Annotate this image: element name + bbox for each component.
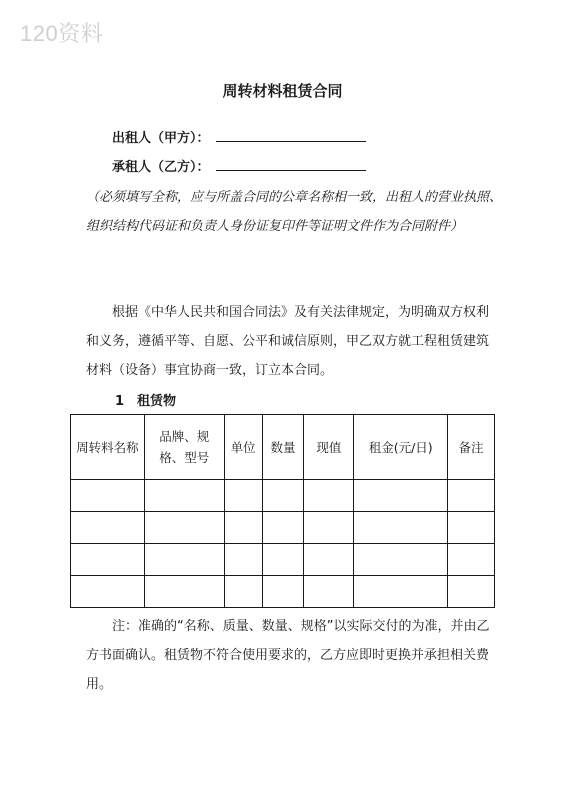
table-cell[interactable] xyxy=(71,544,145,576)
lessee-field xyxy=(112,156,366,175)
lessor-label: 出租人（甲方）： xyxy=(112,131,210,146)
table-header-row xyxy=(71,415,495,480)
table-cell[interactable] xyxy=(144,544,224,576)
lessor-field xyxy=(112,127,366,146)
table-cell[interactable] xyxy=(144,512,224,544)
watermark-logo: 120资料 xyxy=(20,21,104,46)
table-cell[interactable] xyxy=(354,512,448,544)
table-cell[interactable] xyxy=(71,576,145,608)
table-cell[interactable] xyxy=(304,480,354,512)
table-cell[interactable] xyxy=(224,480,262,512)
header-material-name: 周转料名称 xyxy=(71,415,145,480)
fullname-note: （必须填写全称，应与所盖合同的公章名称相一致，出租人的营业执照、组织结构代码证和负责人身份证复印件等证明文件作为合同附件） xyxy=(86,190,503,234)
intro-paragraph: 根据《中华人民共和国合同法》及有关法律规定，为明确双方权利和义务，遵循平等、自愿、公平和诚信原则，甲乙双方就工程租赁建筑材料（设备）事宜协商一致，订立本合同。 xyxy=(86,305,490,378)
table-cell[interactable] xyxy=(304,544,354,576)
lessor-blank-line xyxy=(216,127,366,142)
table-row xyxy=(71,544,495,576)
table-cell[interactable] xyxy=(354,544,448,576)
table-row xyxy=(71,512,495,544)
table-cell[interactable] xyxy=(262,512,304,544)
header-unit: 单位 xyxy=(224,415,262,480)
header-current-value: 现值 xyxy=(304,415,354,480)
table-cell[interactable] xyxy=(224,512,262,544)
table-cell[interactable] xyxy=(262,576,304,608)
section-heading-lease-items: 1 租赁物 xyxy=(115,394,177,409)
lease-items-table xyxy=(70,414,495,608)
header-remarks: 备注 xyxy=(448,415,495,480)
table-cell[interactable] xyxy=(448,544,495,576)
table-row xyxy=(71,576,495,608)
table-cell[interactable] xyxy=(448,576,495,608)
table-cell[interactable] xyxy=(448,480,495,512)
table-cell[interactable] xyxy=(224,544,262,576)
table-cell[interactable] xyxy=(448,512,495,544)
table-cell[interactable] xyxy=(71,512,145,544)
table-cell[interactable] xyxy=(304,512,354,544)
table-cell[interactable] xyxy=(71,480,145,512)
header-brand-spec-model: 品牌、规格、型号 xyxy=(144,415,224,480)
table-cell[interactable] xyxy=(354,576,448,608)
table-cell[interactable] xyxy=(144,576,224,608)
table-row xyxy=(71,480,495,512)
table-cell[interactable] xyxy=(354,480,448,512)
lessee-blank-line xyxy=(216,156,366,171)
table-cell[interactable] xyxy=(262,544,304,576)
lessee-label: 承租人（乙方）： xyxy=(112,160,210,175)
header-rent-per-day: 租金(元/日) xyxy=(354,415,448,480)
table-cell[interactable] xyxy=(224,576,262,608)
contract-title: 周转材料租赁合同 xyxy=(222,82,343,100)
header-quantity: 数量 xyxy=(262,415,304,480)
table-cell[interactable] xyxy=(262,480,304,512)
table-cell[interactable] xyxy=(304,576,354,608)
table-footnote: 注：准确的“名称、质量、数量、规格”以实际交付的为准，并由乙方书面确认。租赁物不符合使用要求的，乙方应即时更换并承担相关费用。 xyxy=(86,619,490,692)
table-cell[interactable] xyxy=(144,480,224,512)
